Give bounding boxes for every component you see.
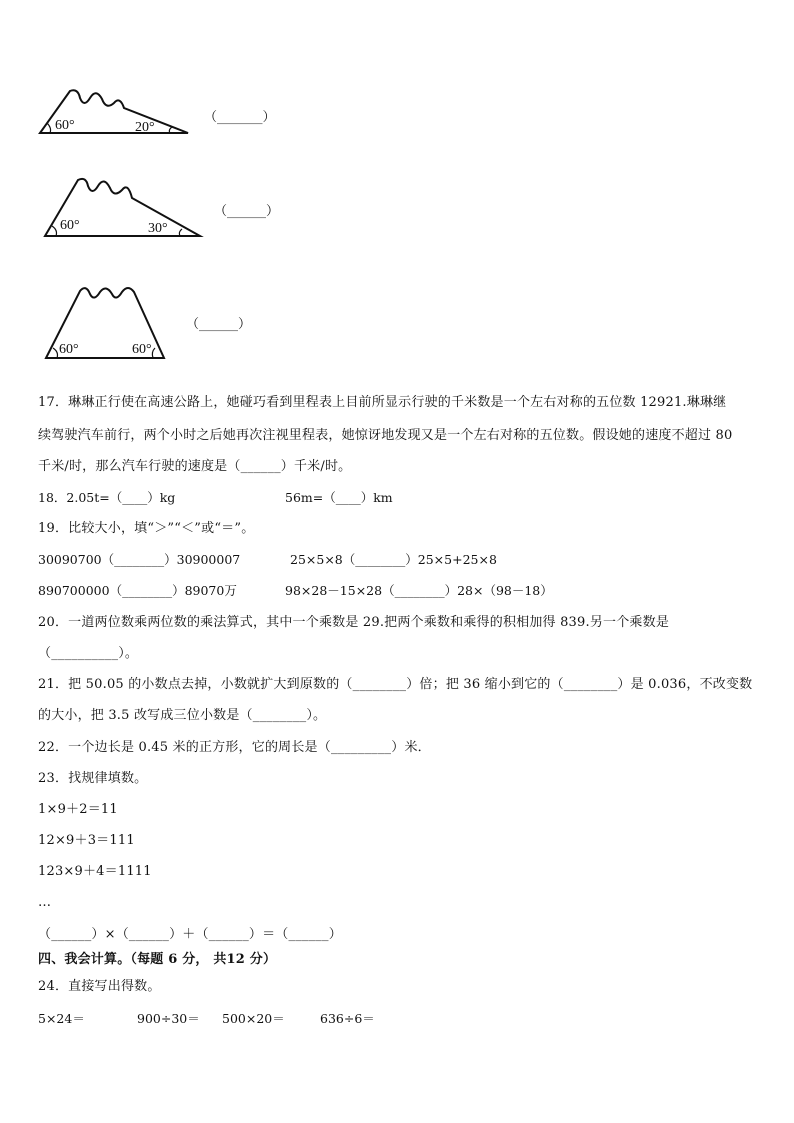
q23-equation-1: 1×9＋2＝11	[38, 802, 118, 817]
q22-text: 22．一个边长是 0.45 米的正方形，它的周长是（_________）米．	[38, 740, 431, 755]
q17-line-3: 千米/时，那么汽车行驶的速度是（______）千米/时。	[38, 459, 352, 474]
triangle-2-left-angle: 60°	[60, 218, 80, 233]
q23-title: 23．找规律填数。	[38, 771, 148, 786]
triangle-figure-2	[0, 170, 300, 240]
q20-line-1: 20．一道两位数乘两位数的乘法算式，其中一个乘数是 29.把两个乘数和乘得的积相加得 839.另一个乘数是	[38, 615, 670, 630]
q17-line-1: 17．琳琳正行使在高速公路上，她碰巧看到里程表上目前所显示行驶的千米数是一个左右对称的五位数 12921.琳琳继	[38, 395, 727, 410]
trapezoid-3-answer-blank[interactable]: （______）	[186, 317, 252, 332]
q24-item-3: 500×20＝	[222, 1011, 285, 1026]
q23-ellipsis: …	[38, 895, 52, 910]
trapezoid-figure-3	[0, 282, 300, 362]
triangle-1-left-angle: 60°	[55, 118, 75, 133]
q19-title: 19．比较大小，填“＞”“＜”或“＝”。	[38, 521, 255, 536]
triangle-figure-1	[0, 0, 300, 140]
q21-line-1: 21．把 50.05 的小数点去掉，小数就扩大到原数的（________）倍；把 36 缩小到它的（________）是 0.036，不改变数	[38, 677, 753, 692]
triangle-2-answer-blank[interactable]: （______）	[214, 204, 280, 219]
q21-line-2: 的大小，把 3.5 改写成三位小数是（________）。	[38, 708, 327, 723]
q19-row1-left: 30090700（________）30900007	[38, 552, 241, 567]
q19-row2-left: 890700000（________）89070万	[38, 583, 237, 598]
q24-item-2: 900÷30＝	[137, 1011, 200, 1026]
triangle-1-answer-blank[interactable]: （_______）	[204, 110, 276, 125]
triangle-1-right-angle: 20°	[135, 120, 155, 135]
section-4-heading: 四、我会计算。（每题 6 分， 共12 分）	[38, 952, 277, 967]
q18-part-a: 18．2.05t=（____）kg	[38, 490, 176, 505]
triangle-2-right-angle: 30°	[148, 221, 168, 236]
trapezoid-3-left-angle: 60°	[59, 342, 79, 357]
q24-item-1: 5×24＝	[38, 1011, 85, 1026]
q18-part-b: 56m=（____）km	[285, 490, 393, 505]
q23-equation-2: 12×9＋3＝111	[38, 833, 135, 848]
trapezoid-3-right-angle: 60°	[132, 342, 152, 357]
q17-line-2: 续驾驶汽车前行，两个小时之后她再次注视里程表，她惊讶地发现又是一个左右对称的五位数。假设她的速度不超过 80	[38, 428, 733, 443]
q19-row1-right: 25×5×8（________）25×5+25×8	[290, 552, 497, 567]
q20-line-2: （__________）。	[38, 646, 139, 661]
q23-answer-row[interactable]: （______）×（______）＋（______）＝（______）	[38, 927, 342, 942]
q24-title: 24．直接写出得数。	[38, 979, 161, 994]
q19-row2-right: 98×28－15×28（________）28×（98－18）	[285, 583, 553, 598]
q24-item-4: 636÷6＝	[320, 1011, 375, 1026]
q23-equation-3: 123×9＋4＝1111	[38, 864, 152, 879]
